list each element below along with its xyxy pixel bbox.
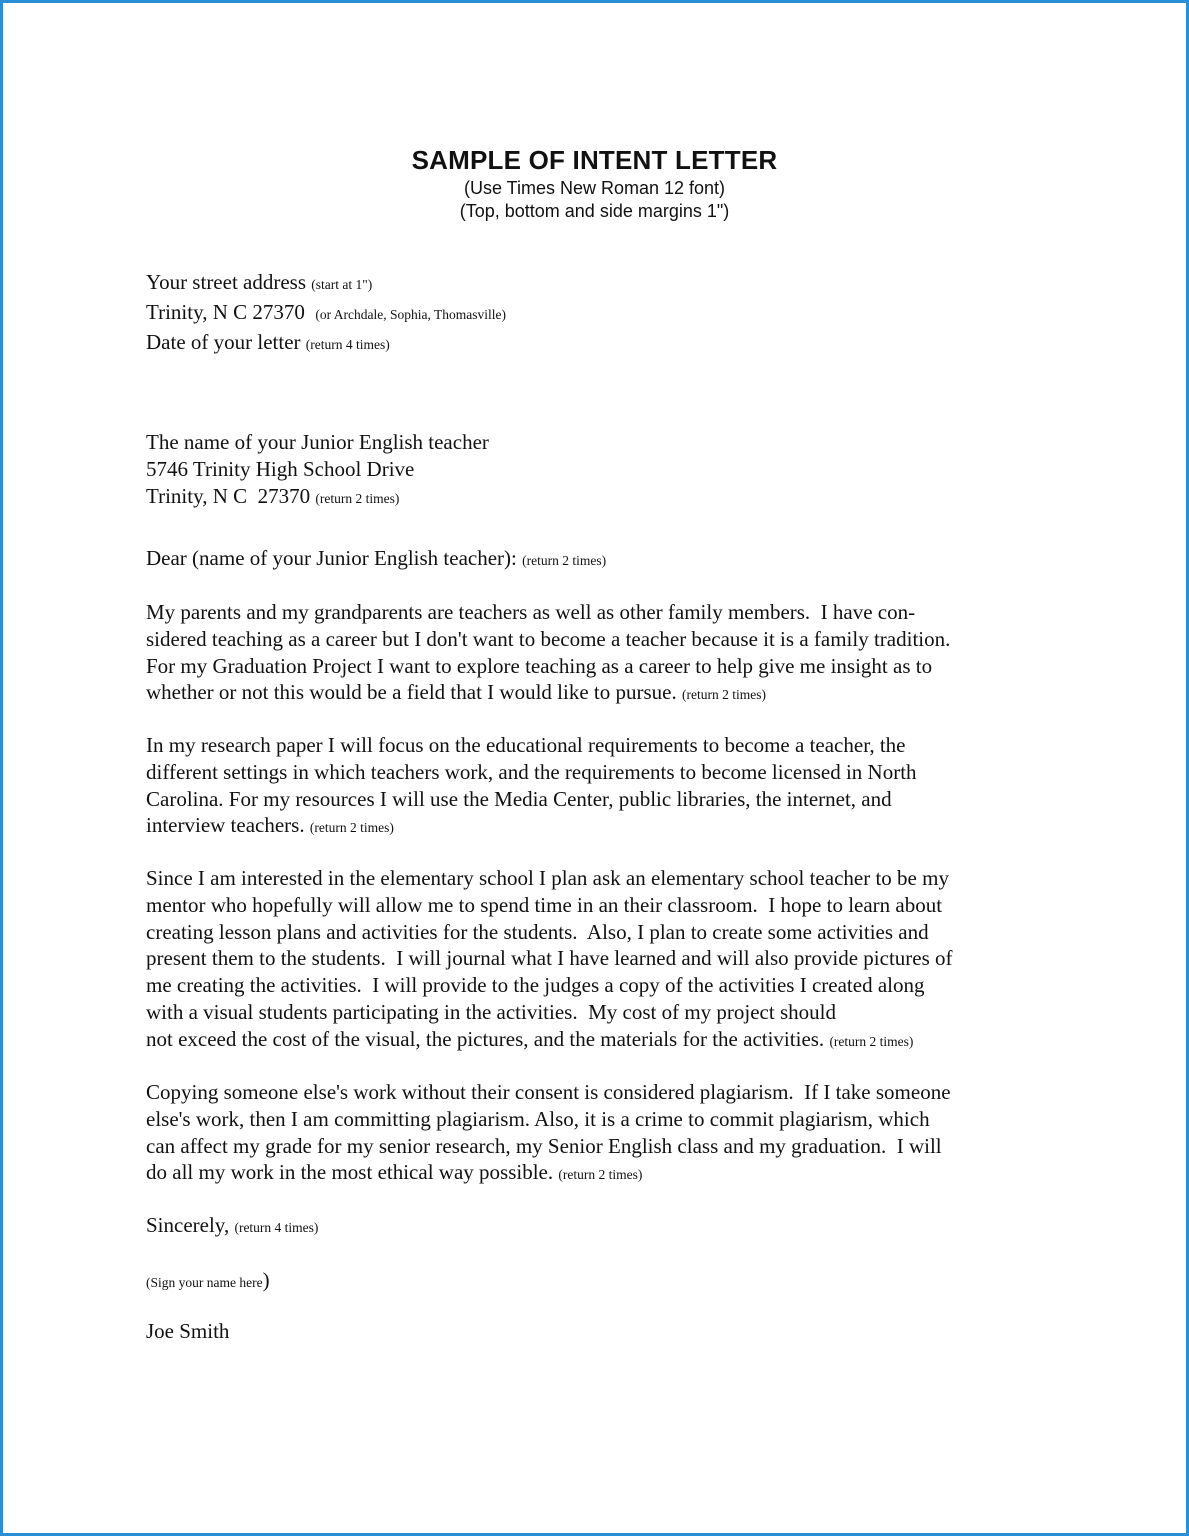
paragraph-line: with a visual students participating in the activities. My cost of my project should (146, 999, 836, 1024)
paragraph-line: sidered teaching as a career but I don't want to become a teacher because it is a family tradition. (146, 626, 951, 651)
paragraph-line: whether or not this would be a field that I would like to pursue. (146, 680, 677, 705)
paragraph-last-line (146, 679, 1051, 709)
paragraph-line: present them to the students. I will journal what I have learned and will also provide pictures of (146, 946, 953, 971)
paragraph-1 (146, 599, 1051, 709)
paragraph-note: (return 2 times) (829, 1033, 914, 1049)
paragraph-2 (146, 732, 1051, 842)
paragraph-line: can affect my grade for my senior research, my Senior English class and my graduation. I will (146, 1133, 942, 1158)
paragraph-note: (return 2 times) (558, 1167, 643, 1183)
paragraph-line: creating lesson plans and activities for the students. Also, I plan to create some activities and (146, 919, 929, 944)
paragraph-last-line (146, 1026, 1051, 1056)
paragraph-line: not exceed the cost of the visual, the pictures, and the materials for the activities. (146, 1026, 825, 1051)
sender-city: Trinity, N C 27370 (146, 299, 305, 324)
sender-street-note: (start at 1") (311, 277, 373, 292)
document-title: SAMPLE OF INTENT LETTER (411, 145, 778, 175)
closing-text: Sincerely, (146, 1213, 230, 1237)
recipient-city-note: (return 2 times) (315, 490, 400, 506)
salutation-note: (return 2 times) (522, 553, 607, 568)
sender-city-line (146, 299, 1051, 329)
letter-date: Date of your letter (146, 329, 301, 354)
paragraph-line: Copying someone else's work without their consent is considered plagiarism. If I take someone (146, 1080, 951, 1104)
closing (146, 1212, 1051, 1242)
paragraph-line: interview teachers. (146, 813, 305, 838)
salutation (146, 545, 1051, 575)
font-instruction: (Use Times New Roman 12 font) (463, 178, 726, 198)
recipient-city-line (146, 483, 1051, 513)
letter-date-note: (return 4 times) (305, 336, 390, 352)
paragraph-line: else's work, then I am committing plagiarism. Also, it is a crime to commit plagiarism, which (146, 1106, 930, 1131)
margin-instruction: (Top, bottom and side margins 1") (459, 201, 730, 221)
paragraph-line: For my Graduation Project I want to explore teaching as a career to help give me insight as to (146, 653, 933, 678)
sender-address-block (146, 269, 1051, 358)
salutation-text: Dear (name of your Junior English teacher): (146, 546, 517, 570)
signature-instruction-line (146, 1267, 1051, 1297)
paragraph-line: Since I am interested in the elementary school I plan ask an elementary school teacher to be my (146, 866, 949, 890)
sender-street-line (146, 269, 1051, 299)
paragraph-last-line (146, 812, 1051, 842)
paragraph-line: do all my work in the most ethical way possible. (146, 1160, 554, 1185)
recipient-city: Trinity, N C 27370 (146, 483, 311, 508)
paragraph-4 (146, 1079, 1051, 1189)
paragraph-line: mentor who hopefully will allow me to spend time in an their classroom. I hope to learn about (146, 892, 943, 917)
paragraph-line: me creating the activities. I will provide to the judges a copy of the activities I created along (146, 973, 925, 998)
recipient-address-block (146, 429, 1051, 512)
paragraph-line: different settings in which teachers work, and the requirements to become licensed in North (146, 759, 917, 784)
paragraph-line: Carolina. For my resources I will use the Media Center, public libraries, the internet, and (146, 786, 892, 811)
sender-street: Your street address (146, 270, 307, 294)
paragraph-last-line (146, 1159, 1051, 1189)
paragraph-line: In my research paper I will focus on the educational requirements to become a teacher, the (146, 733, 906, 757)
sign-note: (Sign your name here (146, 1275, 263, 1290)
paragraph-note: (return 2 times) (681, 687, 766, 703)
paragraph-note: (return 2 times) (309, 820, 394, 836)
closing-note: (return 4 times) (234, 1220, 319, 1235)
letter-header (3, 143, 1186, 223)
sign-note-paren: ) (262, 1268, 270, 1292)
sender-city-note: (or Archdale, Sophia, Thomasville) (315, 306, 506, 322)
paragraph-3 (146, 865, 1051, 1056)
signature-name: Joe Smith (146, 1319, 230, 1343)
signature-block (146, 1318, 1051, 1345)
signature-instruction (146, 1267, 1051, 1297)
recipient-name: The name of your Junior English teacher (146, 430, 489, 454)
paragraph-line: My parents and my grandparents are teachers as well as other family members. I have con- (146, 600, 916, 624)
sender-date-line (146, 329, 1051, 359)
recipient-address: 5746 Trinity High School Drive (146, 456, 415, 481)
salutation-line (146, 545, 1051, 575)
closing-line (146, 1212, 1051, 1242)
